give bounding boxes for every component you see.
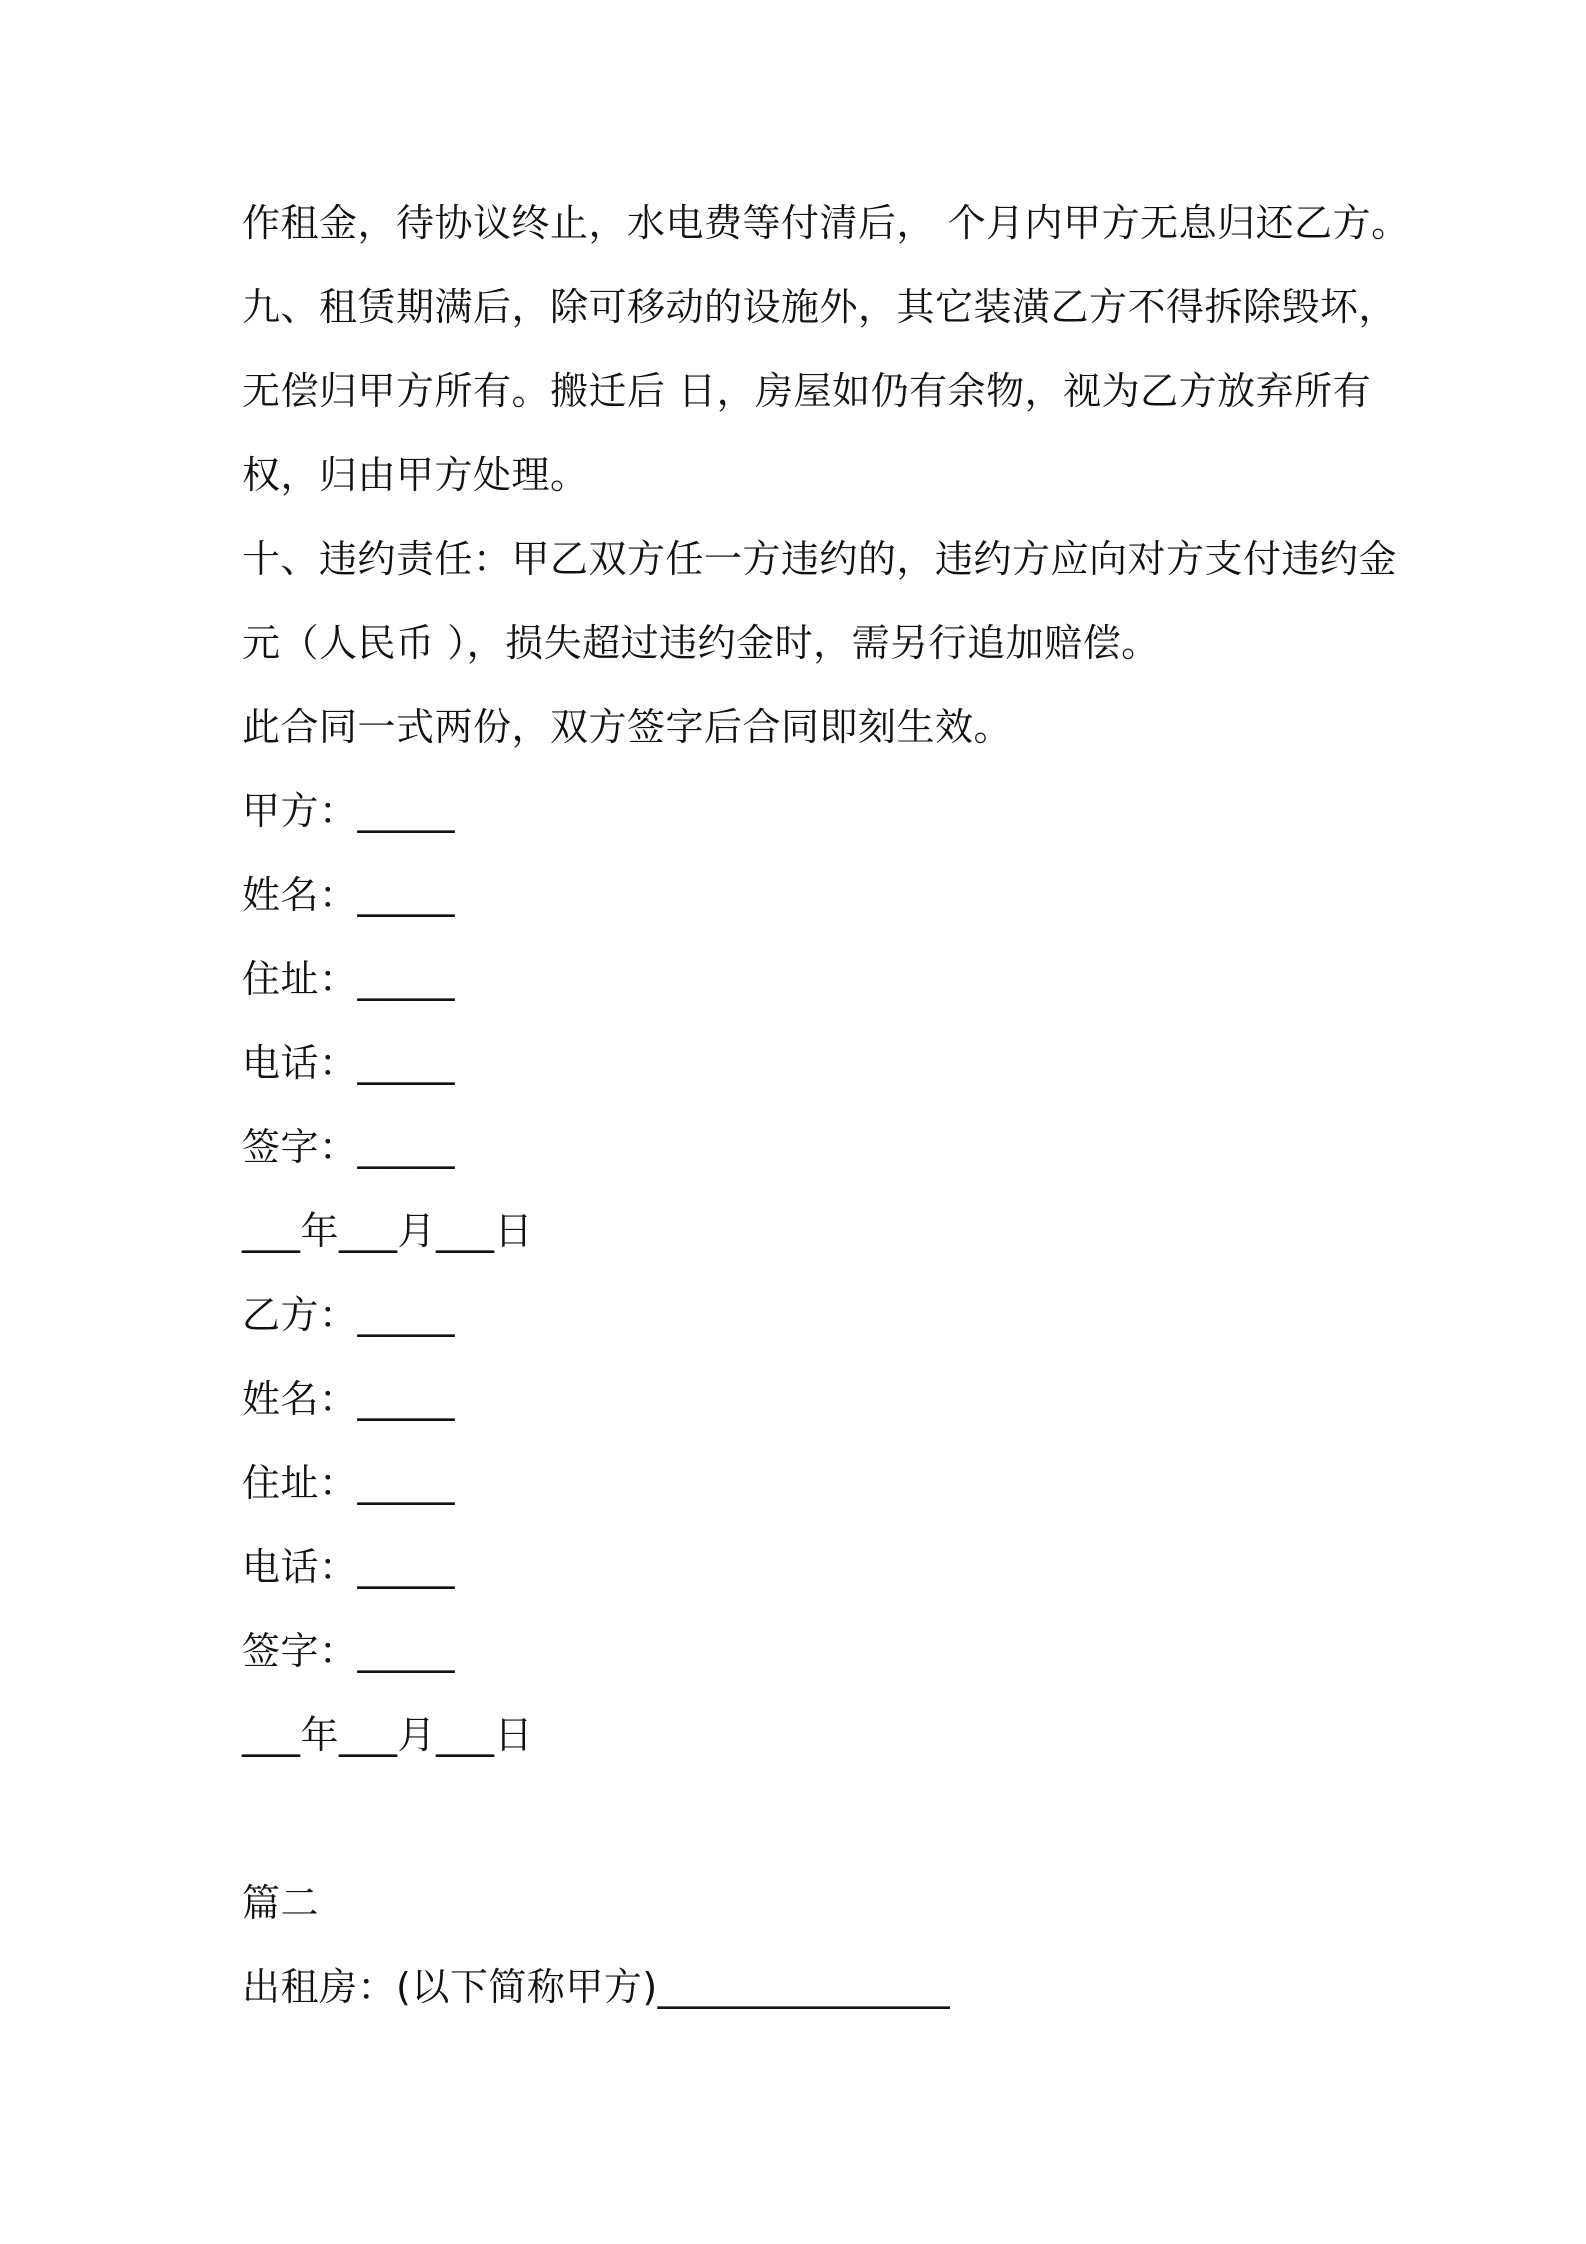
party-a-signature: 签字：_____	[242, 1125, 456, 1169]
text-line: 无偿归甲方所有。搬迁后 日，房屋如仍有余物，视为乙方放弃所有	[242, 369, 1372, 413]
section-title: 篇二	[242, 1881, 320, 1925]
text-line: 权，归由甲方处理。	[242, 453, 589, 497]
section-spacer	[242, 1794, 1392, 1878]
party-a-address: 住址：_____	[242, 957, 456, 1001]
party-b-address: 住址：_____	[242, 1461, 456, 1505]
text-line: 此合同一式两份，双方签字后合同即刻生效。	[242, 705, 1013, 749]
party-a-name: 姓名：_____	[242, 873, 456, 917]
party-b-label: 乙方：_____	[242, 1293, 456, 1337]
party-b-name: 姓名：_____	[242, 1377, 456, 1421]
text-line: 元（人民币 ），损失超过违约金时，需另行追加赔偿。	[242, 621, 1160, 665]
party-b-date: ___年___月___日	[242, 1713, 534, 1757]
landlord-line: 出租房：(以下简称甲方)_______________	[242, 1965, 951, 2009]
party-b-phone: 电话：_____	[242, 1545, 456, 1589]
party-a-phone: 电话：_____	[242, 1041, 456, 1085]
text-line: 作租金，待协议终止，水电费等付清后， 个月内甲方无息归还乙方。	[242, 201, 1410, 245]
text-line: 九、租赁期满后，除可移动的设施外，其它装潢乙方不得拆除毁坏，	[242, 285, 1398, 329]
party-a-date: ___年___月___日	[242, 1209, 534, 1253]
document-body	[242, 198, 1410, 2046]
party-b-signature: 签字：_____	[242, 1629, 456, 1673]
party-a-label: 甲方：_____	[242, 789, 456, 833]
text-line: 十、违约责任：甲乙双方任一方违约的，违约方应向对方支付违约金	[242, 537, 1398, 581]
